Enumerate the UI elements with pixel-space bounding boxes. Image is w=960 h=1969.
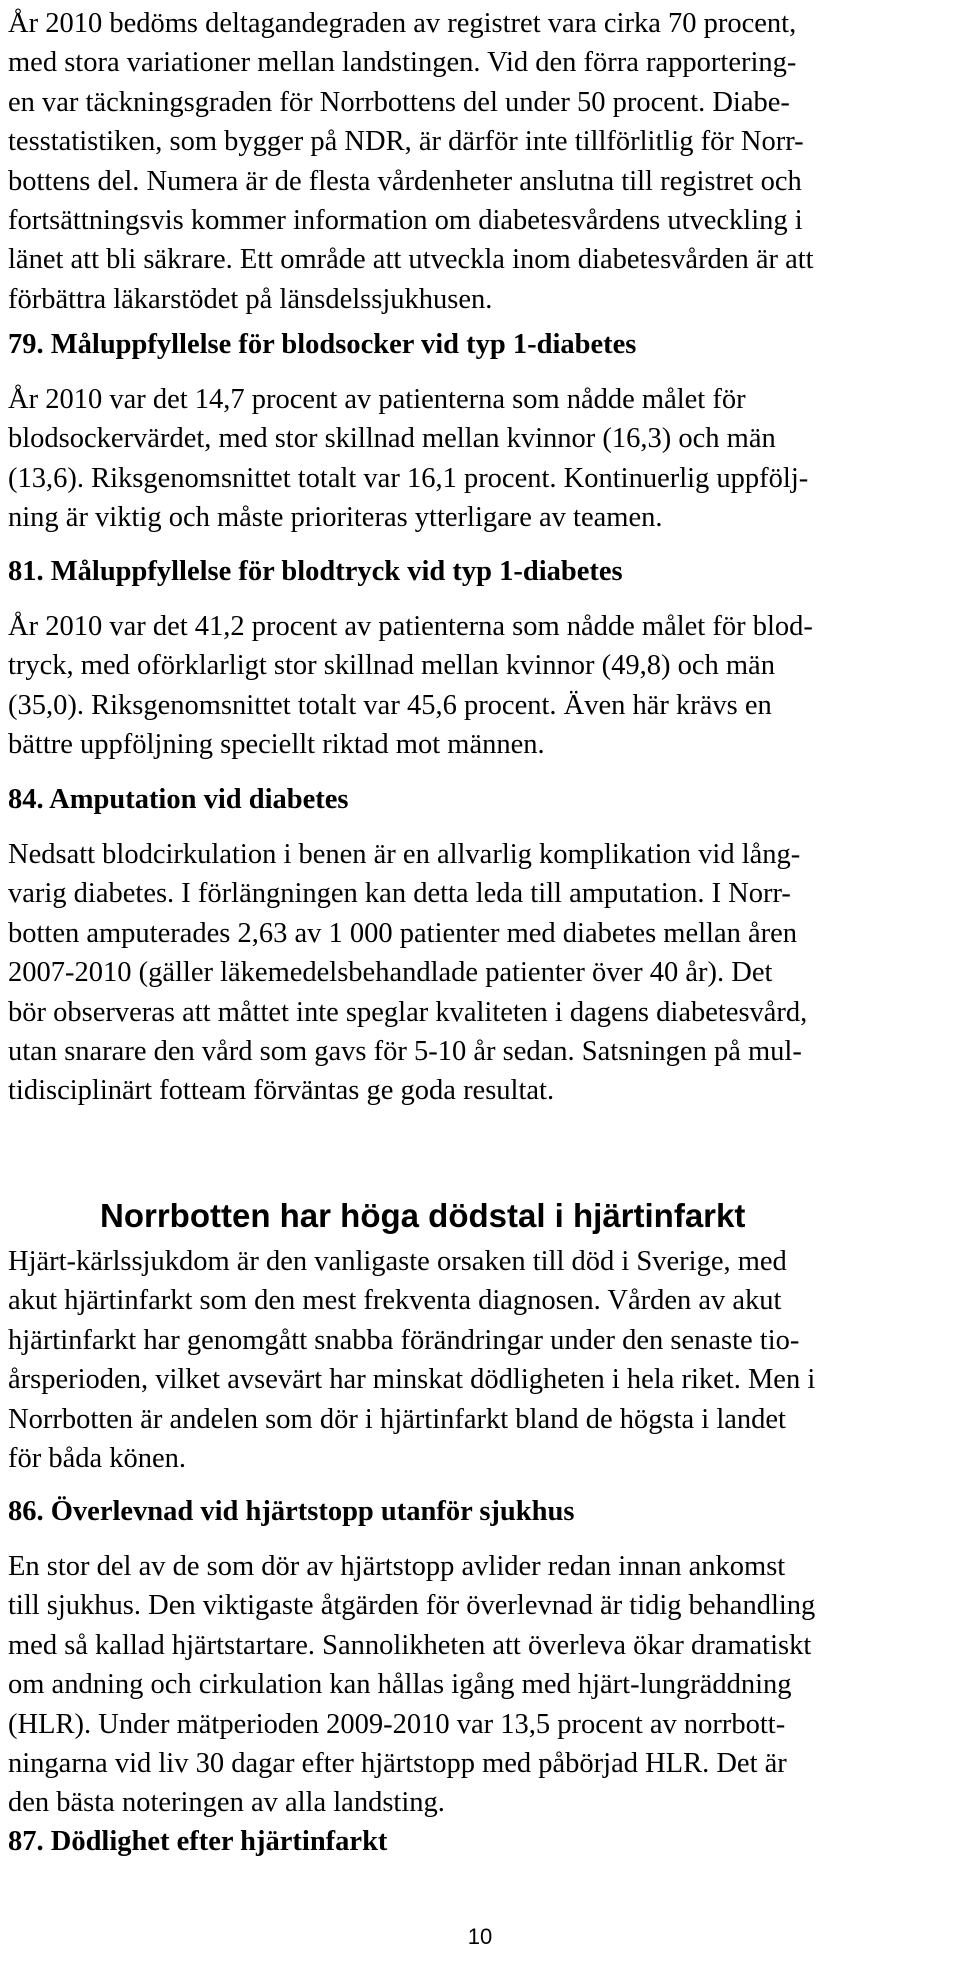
section-heading-84: 84. Amputation vid diabetes <box>8 784 349 815</box>
section-81-paragraph <box>8 607 813 765</box>
paragraph-line: den bästa noteringen av alla landsting. <box>8 1787 445 1819</box>
section-heading-86: 86. Överlevnad vid hjärtstopp utanför sjukhus <box>8 1496 575 1527</box>
paragraph-line: En stor del av de som dör av hjärtstopp avlider redan innan ankomst <box>8 1551 786 1582</box>
paragraph-line: med så kallad hjärtstartare. Sannolikheten att överleva ökar dramatiskt <box>8 1629 812 1661</box>
paragraph-line: hjärtinfarkt har genomgått snabba förändringar under den senaste tio- <box>8 1324 800 1356</box>
major-section-paragraph <box>8 1242 815 1478</box>
section-79-paragraph <box>8 380 808 538</box>
paragraph-line: länet att bli säkrare. Ett område att utveckla inom diabetesvården är att <box>8 244 814 276</box>
paragraph-line: för båda könen. <box>8 1443 187 1475</box>
paragraph-line: ningarna vid liv 30 dagar efter hjärtstopp med påbörjad HLR. Det är <box>8 1748 787 1780</box>
major-section-heading: Norrbotten har höga dödstal i hjärtinfarkt <box>100 1197 746 1234</box>
paragraph-line: (13,6). Riksgenomsnittet totalt var 16,1 procent. Kontinuerlig uppfölj- <box>8 462 809 494</box>
paragraph-line: blodsockervärdet, med stor skillnad mellan kvinnor (16,3) och män <box>8 423 776 455</box>
paragraph-line: botten amputerades 2,63 av 1 000 patienter med diabetes mellan åren <box>8 917 798 949</box>
paragraph-line: År 2010 bedöms deltagandegraden av registret vara cirka 70 procent, <box>8 8 797 39</box>
paragraph-line: bör observeras att måttet inte speglar kvaliteten i dagens diabetesvård, <box>8 996 808 1028</box>
paragraph-line: bottens del. Numera är de flesta vårdenheter anslutna till registret och <box>8 165 802 197</box>
paragraph-line: om andning och cirkulation kan hållas igång med hjärt-lungräddning <box>8 1669 792 1701</box>
paragraph-line: varig diabetes. I förlängningen kan detta leda till amputation. I Norr- <box>8 878 791 910</box>
paragraph-line: med stora variationer mellan landstingen. Vid den förra rapportering- <box>8 47 797 79</box>
paragraph-line: tryck, med oförklarligt stor skillnad mellan kvinnor (49,8) och män <box>8 650 775 682</box>
paragraph-line: 2007-2010 (gäller läkemedelsbehandlade patienter över 40 år). Det <box>8 957 773 989</box>
section-86-paragraph <box>8 1547 815 1823</box>
intro-paragraph <box>8 4 814 319</box>
section-heading-79: 79. Måluppfyllelse för blodsocker vid typ 1-diabetes <box>8 329 637 360</box>
paragraph-line: utan snarare den vård som gavs för 5-10 år sedan. Satsningen på mul- <box>8 1036 802 1068</box>
paragraph-line: Norrbotten är andelen som dör i hjärtinfarkt bland de högsta i landet <box>8 1403 786 1435</box>
paragraph-line: (HLR). Under mätperioden 2009-2010 var 13,5 procent av norrbott- <box>8 1708 786 1740</box>
page-number: 10 <box>467 1924 493 1949</box>
paragraph-line: bättre uppföljning speciellt riktad mot männen. <box>8 729 545 761</box>
paragraph-line: fortsättningsvis kommer information om diabetesvårdens utveckling i <box>8 205 803 237</box>
paragraph-line: till sjukhus. Den viktigaste åtgärden för överlevnad är tidig behandling <box>8 1590 816 1622</box>
paragraph-line: förbättra läkarstödet på länsdelssjukhusen. <box>8 283 493 315</box>
section-heading-87: 87. Dödlighet efter hjärtinfarkt <box>8 1826 388 1857</box>
paragraph-line: ning är viktig och måste prioriteras ytterligare av teamen. <box>8 502 663 534</box>
paragraph-line: Nedsatt blodcirkulation i benen är en allvarlig komplikation vid lång- <box>8 839 801 870</box>
paragraph-line: År 2010 var det 14,7 procent av patienterna som nådde målet för <box>8 384 746 415</box>
paragraph-line: tesstatistiken, som bygger på NDR, är därför inte tillförlitlig för Norr- <box>8 126 804 158</box>
paragraph-line: tidisciplinärt fotteam förväntas ge goda resultat. <box>8 1075 555 1107</box>
paragraph-line: akut hjärtinfarkt som den mest frekventa diagnosen. Vården av akut <box>8 1285 782 1317</box>
section-heading-81: 81. Måluppfyllelse för blodtryck vid typ 1-diabetes <box>8 556 623 587</box>
paragraph-line: årsperioden, vilket avsevärt har minskat dödligheten i hela riket. Men i <box>8 1364 816 1396</box>
paragraph-line: en var täckningsgraden för Norrbottens del under 50 procent. Diabe- <box>8 86 790 118</box>
paragraph-line: (35,0). Riksgenomsnittet totalt var 45,6 procent. Även här krävs en <box>8 689 772 721</box>
paragraph-line: År 2010 var det 41,2 procent av patienterna som nådde målet för blod- <box>8 611 813 642</box>
section-84-paragraph <box>8 835 807 1111</box>
paragraph-line: Hjärt-kärlssjukdom är den vanligaste orsaken till död i Sverige, med <box>8 1246 787 1277</box>
